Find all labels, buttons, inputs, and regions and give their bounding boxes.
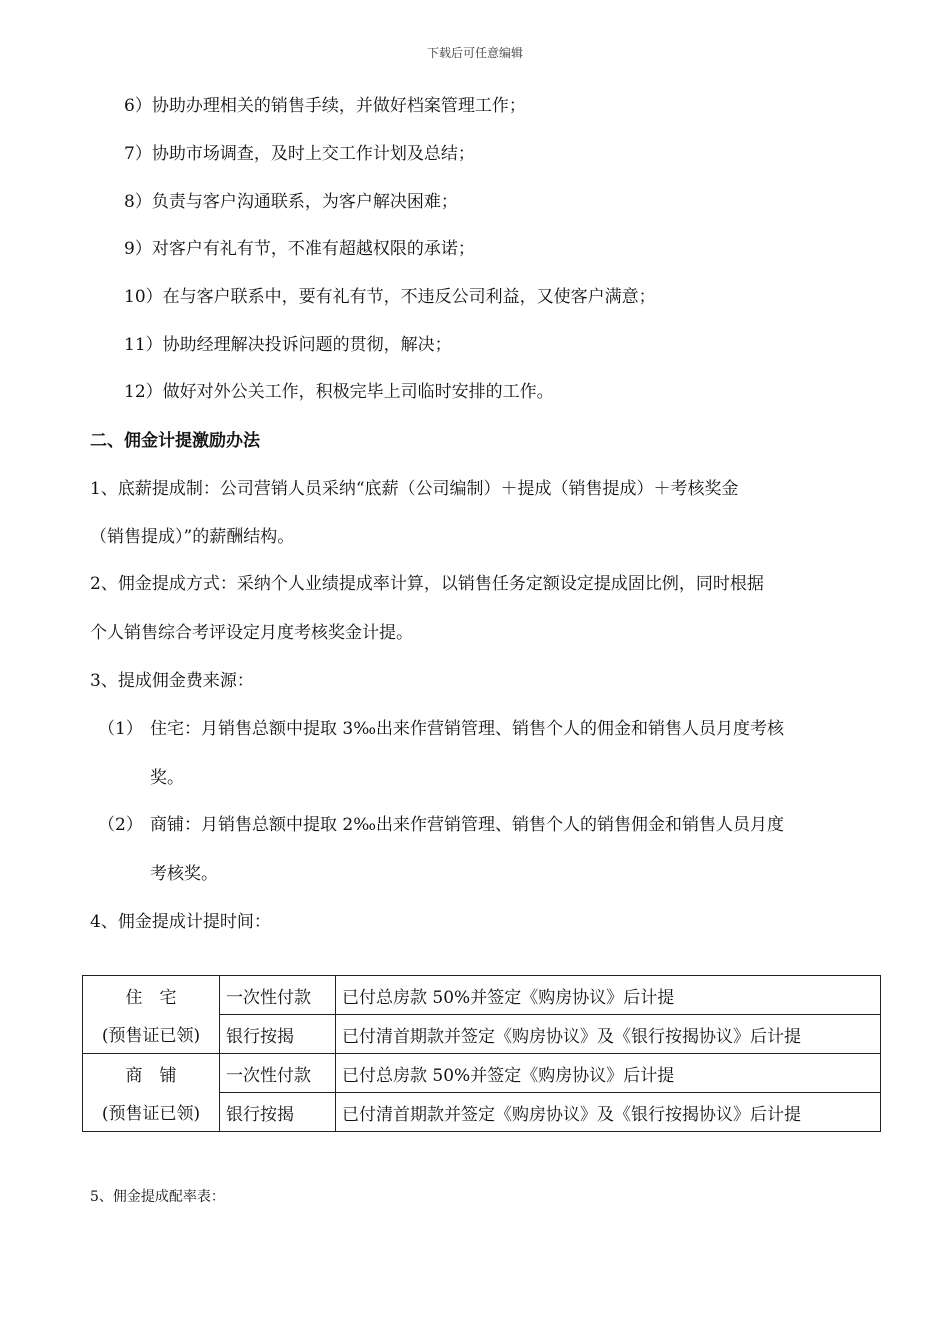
page-header: 下载后可任意编辑 [426,46,523,60]
table-row [83,1054,881,1093]
table-cell-payment: 一次性付款 [220,976,336,1015]
table-cell-description: 已付清首期款并签定《购房协议》及《银行按揭协议》后计提 [336,1093,881,1132]
paragraph-1-line-2: （销售提成）”的薪酬结构。 [90,527,295,547]
duty-item: 11）协助经理解决投诉问题的贯彻，解决； [124,335,452,355]
table-row [83,976,881,1015]
duty-item: 7）协助市场调查，及时上交工作计划及总结； [124,144,475,164]
sub-item-1-number: （1） [98,719,143,739]
sub-item-2-line-1: 商铺：月销售总额中提取 2‰出来作营销管理、销售个人的销售佣金和销售人员月度 [150,815,785,835]
paragraph-5: 5、佣金提成配率表： [90,1189,225,1205]
duty-item: 12）做好对外公关工作，积极完毕上司临时安排的工作。 [124,382,554,402]
paragraph-2-line-2: 个人销售综合考评设定月度考核奖金计提。 [90,623,413,643]
table-cell-payment: 银行按揭 [220,1093,336,1132]
table-cell-payment: 银行按揭 [220,1015,336,1054]
section-heading: 二、佣金计提激励办法 [90,431,260,451]
sub-item-1-line-1: 住宅：月销售总额中提取 3‰出来作营销管理、销售个人的佣金和销售人员月度考核 [150,719,785,739]
duty-item: 6）协助办理相关的销售手续，并做好档案管理工作； [124,96,526,116]
table-cell-description: 已付总房款 50%并签定《购房协议》后计提 [336,976,881,1015]
duty-item: 9）对客户有礼有节，不准有超越权限的承诺； [124,239,475,259]
sub-item-1-line-2: 奖。 [150,768,184,788]
commission-timing-table [82,975,881,1132]
paragraph-3: 3、提成佣金费来源： [90,671,254,691]
duty-item: 10）在与客户联系中，要有礼有节，不违反公司利益，又使客户满意； [124,287,656,307]
table-cell-payment: 一次性付款 [220,1054,336,1093]
table-row [83,1015,881,1054]
paragraph-2-line-1: 2、佣金提成方式：采纳个人业绩提成率计算，以销售任务定额设定提成固比例，同时根据 [90,574,764,594]
paragraph-1-line-1: 1、底薪提成制：公司营销人员采纳“底薪（公司编制）＋提成（销售提成）＋考核奖金 [90,479,739,499]
table-cell-category: (预售证已领) [83,1015,220,1054]
duty-item: 8）负责与客户沟通联系，为客户解决困难； [124,192,458,212]
table-cell-category: 商 铺 [83,1054,220,1093]
table-cell-description: 已付清首期款并签定《购房协议》及《银行按揭协议》后计提 [336,1015,881,1054]
sub-item-2-line-2: 考核奖。 [150,864,218,884]
table-cell-description: 已付总房款 50%并签定《购房协议》后计提 [336,1054,881,1093]
sub-item-2-number: （2） [98,815,143,835]
table-cell-category: 住 宅 [83,976,220,1015]
table-row [83,1093,881,1132]
paragraph-4: 4、佣金提成计提时间： [90,912,271,932]
table-cell-category: (预售证已领) [83,1093,220,1132]
